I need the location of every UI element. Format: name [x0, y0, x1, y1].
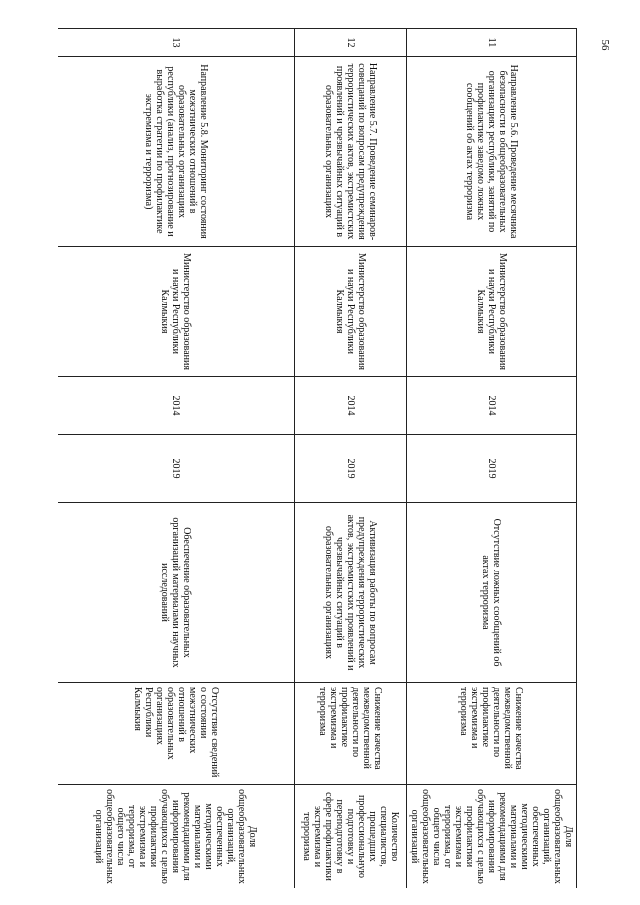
program-measures-table: [58, 28, 577, 888]
executor-cell: Министерство образования и науки Республики Калмыкия: [295, 247, 407, 377]
indicator-cell: Количество специалистов, прошедших профессиональную подготовку и переподготовку в сфере профилактики экстремизма и терроризма: [295, 785, 407, 889]
consequence-cell: Снижение качества межведомственной деятельности по профилактике экстремизма и терроризма: [295, 683, 407, 785]
page-number: 56: [599, 39, 611, 51]
row-number: 13: [58, 29, 295, 57]
start-year-cell: 2014: [58, 377, 295, 435]
row-number: 11: [407, 29, 577, 57]
consequence-cell: Снижение качества межведомственной деятельности по профилактике экстремизма и терроризма: [407, 683, 577, 785]
direction-cell: Направление 5.6. Проведение месячника безопасности в общеобразовательных организациях республики, занятий по профилактике заведомо ложных сообщений об актах терроризма: [407, 57, 577, 247]
end-year-cell: 2019: [407, 435, 577, 503]
start-year-cell: 2014: [407, 377, 577, 435]
row-number: 12: [295, 29, 407, 57]
direction-cell: Направление 5.8. Мониторинг состояния межэтнических отношений в образовательных организациях республики (анализ, прогнозирование и выработка стратегии по профилактике экстремизма и терроризма): [58, 57, 295, 247]
expected-result-cell: Обеспечение образовательных организаций материалами научных исследований: [58, 503, 295, 683]
direction-cell: Направление 5.7. Проведение семинаров-совещаний по вопросам предупреждения террористических актов, экстремистских проявлений и чрезвычайных ситуаций в образовательных организациях: [295, 57, 407, 247]
end-year-cell: 2019: [58, 435, 295, 503]
table-row: [58, 29, 295, 889]
expected-result-cell: Отсутствие ложных сообщений об актах терроризма: [407, 503, 577, 683]
table-row: [407, 29, 577, 889]
start-year-cell: 2014: [295, 377, 407, 435]
end-year-cell: 2019: [295, 435, 407, 503]
document-table-area: [58, 28, 577, 888]
executor-cell: Министерство образования и науки Республики Калмыкия: [58, 247, 295, 377]
indicator-cell: Доля общеобразовательных организаций, обеспеченных методическими материалами и рекомендациями для информирования обучающихся с целью профилактики экстремизма и терроризма, от общего числа общеобразовательных организаций: [407, 785, 577, 889]
expected-result-cell: Активизация работы по вопросам предупреждения террористических актов, экстремистских проявлений и чрезвычайных ситуаций в образовательных организациях: [295, 503, 407, 683]
executor-cell: Министерство образования и науки Республики Калмыкия: [407, 247, 577, 377]
consequence-cell: Отсутствие сведений о состоянии межэтнических отношений в образовательных организациях Республики Калмыкия: [58, 683, 295, 785]
table-row: [295, 29, 407, 889]
indicator-cell: Доля общеобразовательных организаций, обеспеченных методическими материалами и рекомендациями для информирования обучающихся с целью профилактики экстремизма и терроризма, от общего числа общеобразовательных организаций: [58, 785, 295, 889]
